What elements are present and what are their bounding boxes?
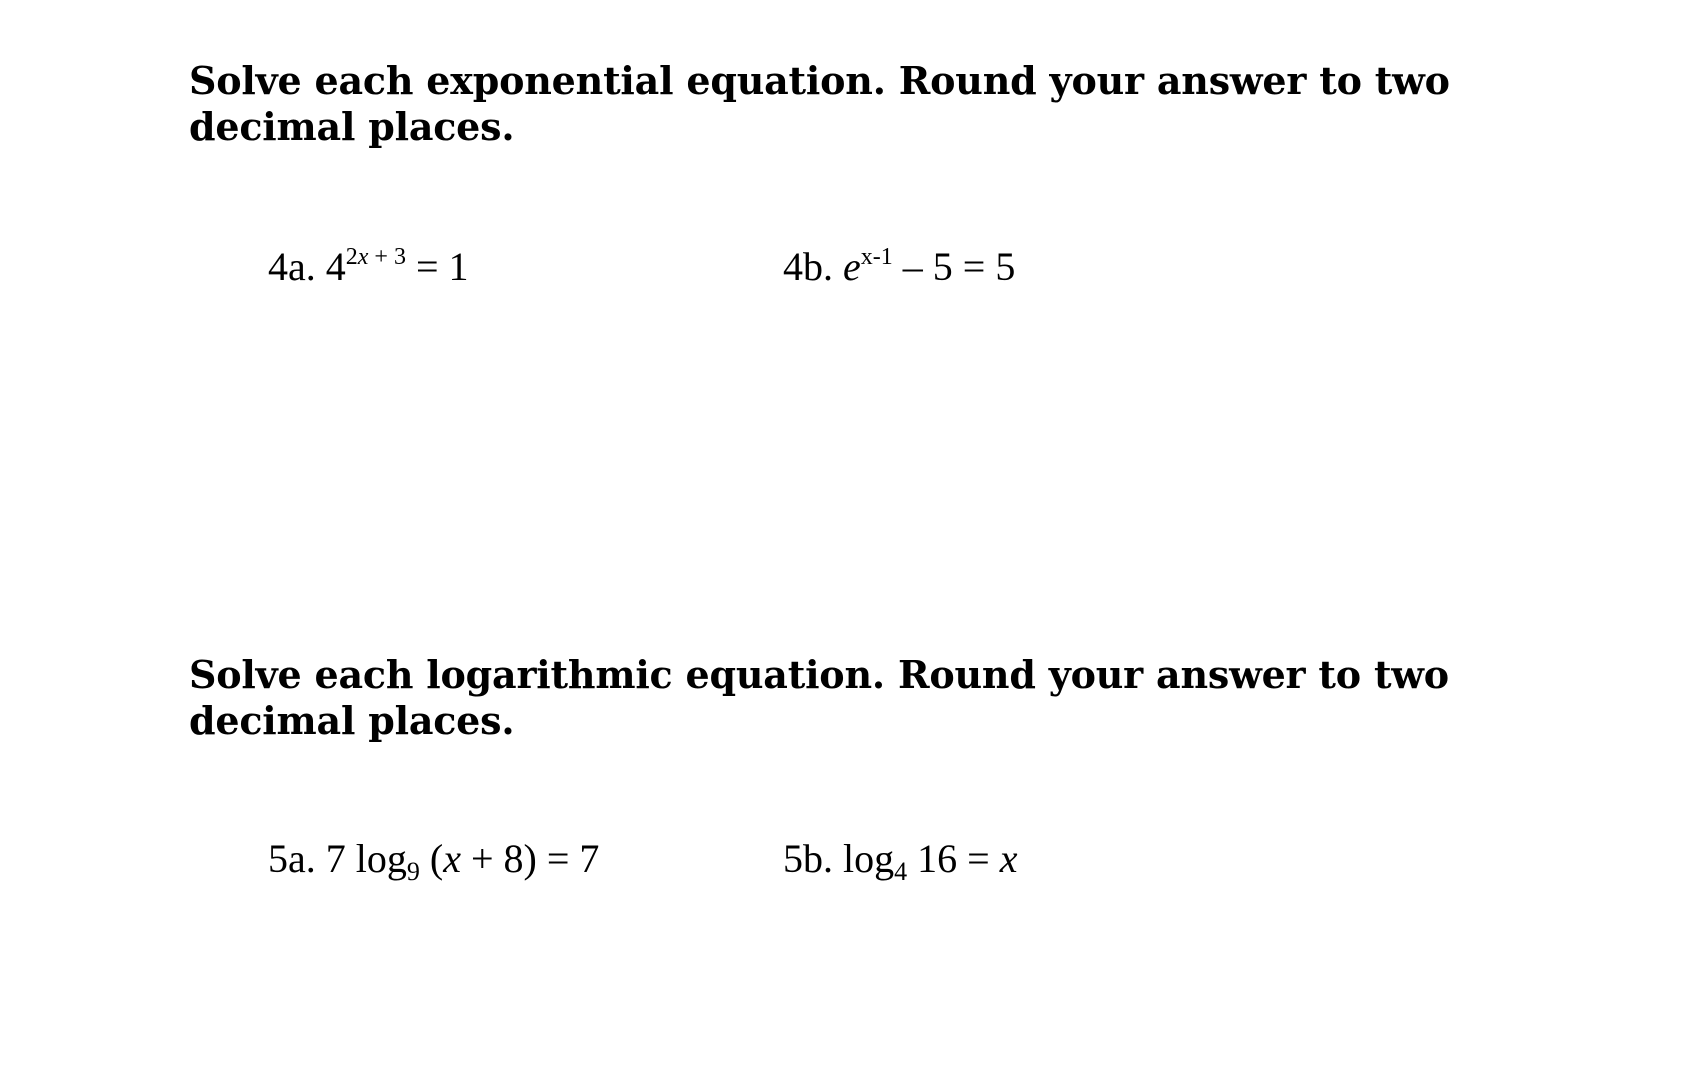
equation-variable: x — [999, 836, 1018, 881]
exponent-part: 2 — [345, 244, 358, 270]
log-function: log — [843, 836, 895, 881]
logarithmic-instructions — [189, 652, 1489, 744]
log-base: 9 — [406, 857, 420, 886]
problem-label: 4a. — [268, 244, 316, 289]
problem-5b — [783, 835, 1018, 886]
instruction-line: decimal places. — [189, 104, 515, 149]
equation-variable: x — [443, 836, 461, 881]
equation-rest: – 5 = 5 — [902, 244, 1016, 289]
problem-5a — [268, 835, 600, 886]
exponent-part: + 3 — [368, 244, 406, 270]
exponent-variable: x — [357, 244, 369, 270]
open-paren: ( — [429, 836, 444, 881]
exponential-instructions — [189, 58, 1489, 150]
problem-label: 5b. — [783, 836, 833, 881]
argument-rest: + 8) — [470, 836, 537, 881]
equation-coefficient: 7 — [325, 836, 346, 881]
instruction-line: Solve each logarithmic equation. Round your answer to two — [189, 652, 1449, 697]
log-argument: 16 — [917, 836, 958, 881]
problem-4b — [783, 243, 1015, 291]
equation-base: 4 — [325, 244, 346, 289]
equation-rest: = 7 — [546, 836, 600, 881]
equation-rest: = 1 — [415, 244, 469, 289]
problem-label: 5a. — [268, 836, 316, 881]
equals-sign: = — [967, 836, 990, 881]
problem-4a — [268, 243, 469, 291]
instruction-line: decimal places. — [189, 698, 515, 743]
log-base: 4 — [894, 857, 908, 886]
equation-base: e — [843, 244, 861, 289]
equation-exponent: x-1 — [860, 244, 893, 270]
equation-exponent — [346, 244, 406, 270]
instruction-line: Solve each exponential equation. Round your answer to two — [189, 58, 1450, 103]
problem-label: 4b. — [783, 244, 833, 289]
log-function: log — [355, 836, 407, 881]
